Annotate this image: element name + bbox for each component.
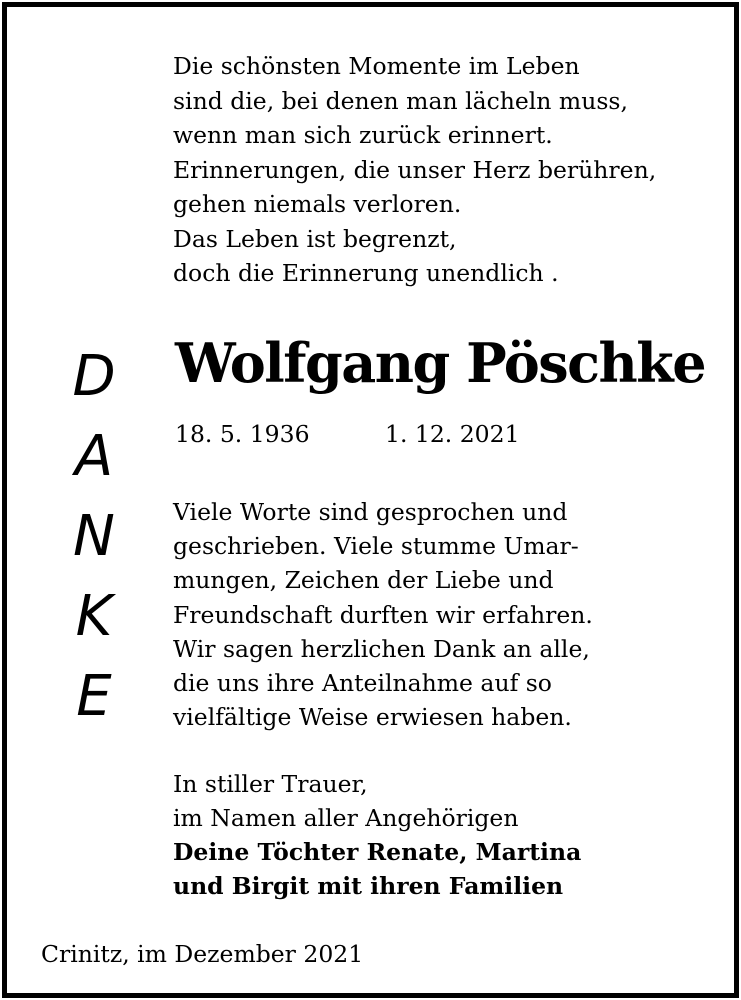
thanks-line: Freundschaft durften wir erfahren.	[173, 600, 593, 629]
poem-line: Das Leben ist begrenzt,	[173, 224, 457, 253]
thanks-text	[173, 495, 733, 734]
place-date: Crinitz, im Dezember 2021	[41, 940, 364, 968]
life-dates	[175, 417, 520, 451]
poem-line: sind die, bei denen man lächeln muss,	[173, 86, 628, 115]
thanks-line: Viele Worte sind gesprochen und	[173, 498, 568, 526]
thanks-line: Wir sagen herzlichen Dank an alle,	[173, 634, 590, 663]
danke-letter: N	[73, 504, 115, 569]
thanks-line: die uns ihre Anteilnahme auf so	[173, 669, 552, 698]
poem-line: gehen niemals verloren.	[173, 190, 462, 218]
poem	[173, 49, 733, 291]
danke-vertical	[59, 337, 129, 737]
notice-frame	[2, 2, 739, 998]
closing-line: In stiller Trauer,	[173, 770, 368, 798]
birth-date: 18. 5. 1936	[175, 420, 310, 448]
family-names: und Birgit mit ihren Familien	[173, 872, 564, 900]
death-date: 1. 12. 2021	[385, 420, 520, 448]
thanks-line: mungen, Zeichen der Liebe und	[173, 566, 554, 595]
family-names: Deine Töchter Renate, Martina	[173, 838, 582, 866]
thanks-line: geschrieben. Viele stumme Umar-	[173, 532, 579, 561]
deceased-name: Wolfgang Pöschke	[175, 331, 706, 395]
danke-letter: A	[74, 424, 114, 489]
closing-line: im Namen aller Angehörigen	[173, 804, 519, 832]
danke-letter: D	[72, 344, 116, 409]
poem-line: Die schönsten Momente im Leben	[173, 52, 580, 80]
thanks-line: vielfältige Weise erwiesen haben.	[173, 703, 572, 732]
poem-line: wenn man sich zurück erinnert.	[173, 121, 553, 149]
poem-line: Erinnerungen, die unser Herz berühren,	[173, 155, 657, 184]
danke-letter: E	[76, 664, 112, 729]
mourners-block	[173, 767, 733, 903]
danke-letter: K	[75, 584, 113, 649]
poem-line: doch die Erinnerung unendlich .	[173, 259, 559, 287]
